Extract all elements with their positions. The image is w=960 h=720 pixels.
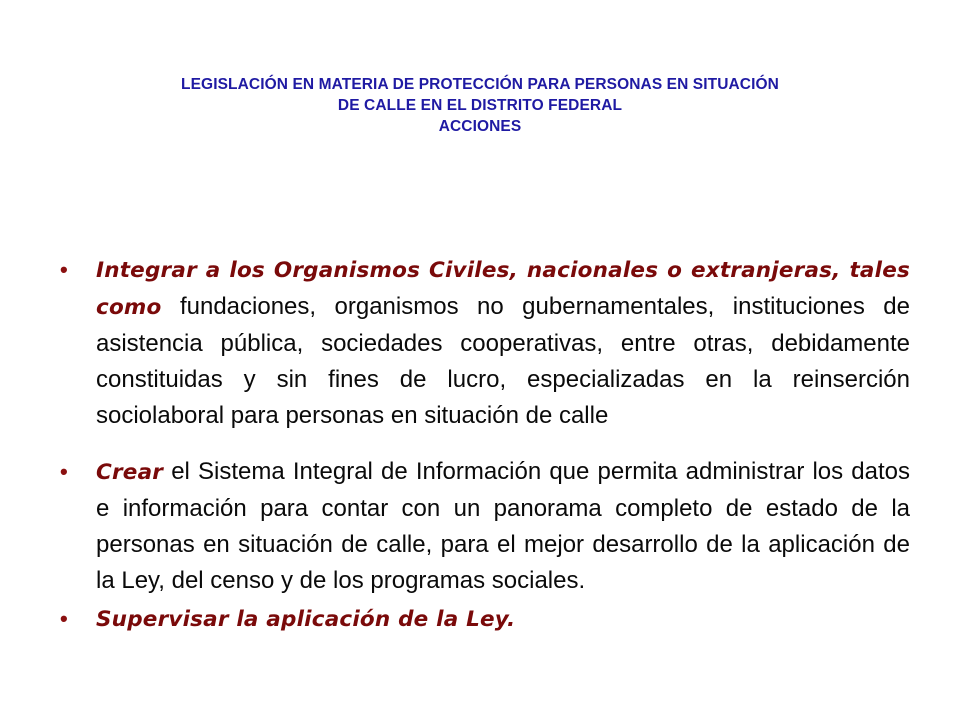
header-title-line-2: DE CALLE EN EL DISTRITO FEDERAL	[337, 97, 623, 114]
header-title-line-1: LEGISLACIÓN EN MATERIA DE PROTECCIÓN PARA PERSONAS EN SITUACIÓN	[181, 76, 779, 93]
bullet-item	[60, 252, 910, 434]
bullet-lead-text: Supervisar la aplicación de la Ley.	[96, 607, 516, 632]
bullet-body-text: el Sistema Integral de Información que permita administrar los datos e información para contar con un panorama completo de estado de la personas en situación de calle, para el mejor desarrollo de la aplicación de la Ley, del censo y de los programas sociales.	[96, 458, 910, 594]
bullet-dot-icon: •	[60, 606, 68, 631]
header-subtitle: ACCIONES	[438, 118, 522, 135]
bullet-dot-icon: •	[60, 257, 68, 282]
bullet-lead-text: Integrar a los Organismos Civiles, nacionales o extranjeras, tales como	[96, 258, 910, 320]
bullet-body-text: fundaciones, organismos no gubernamentales, instituciones de asistencia pública, sociedades cooperativas, entre otras, debidamente constituidas y sin fines de lucro, especializadas en la reinserción sociolaboral para personas en situación de calle	[96, 293, 910, 429]
bullet-item	[60, 454, 910, 599]
bullet-list	[60, 252, 910, 638]
bullet-dot-icon: •	[60, 459, 68, 484]
bullet-lead-text: Crear	[96, 460, 164, 485]
bullet-item	[60, 601, 910, 638]
slide-header	[60, 74, 900, 137]
